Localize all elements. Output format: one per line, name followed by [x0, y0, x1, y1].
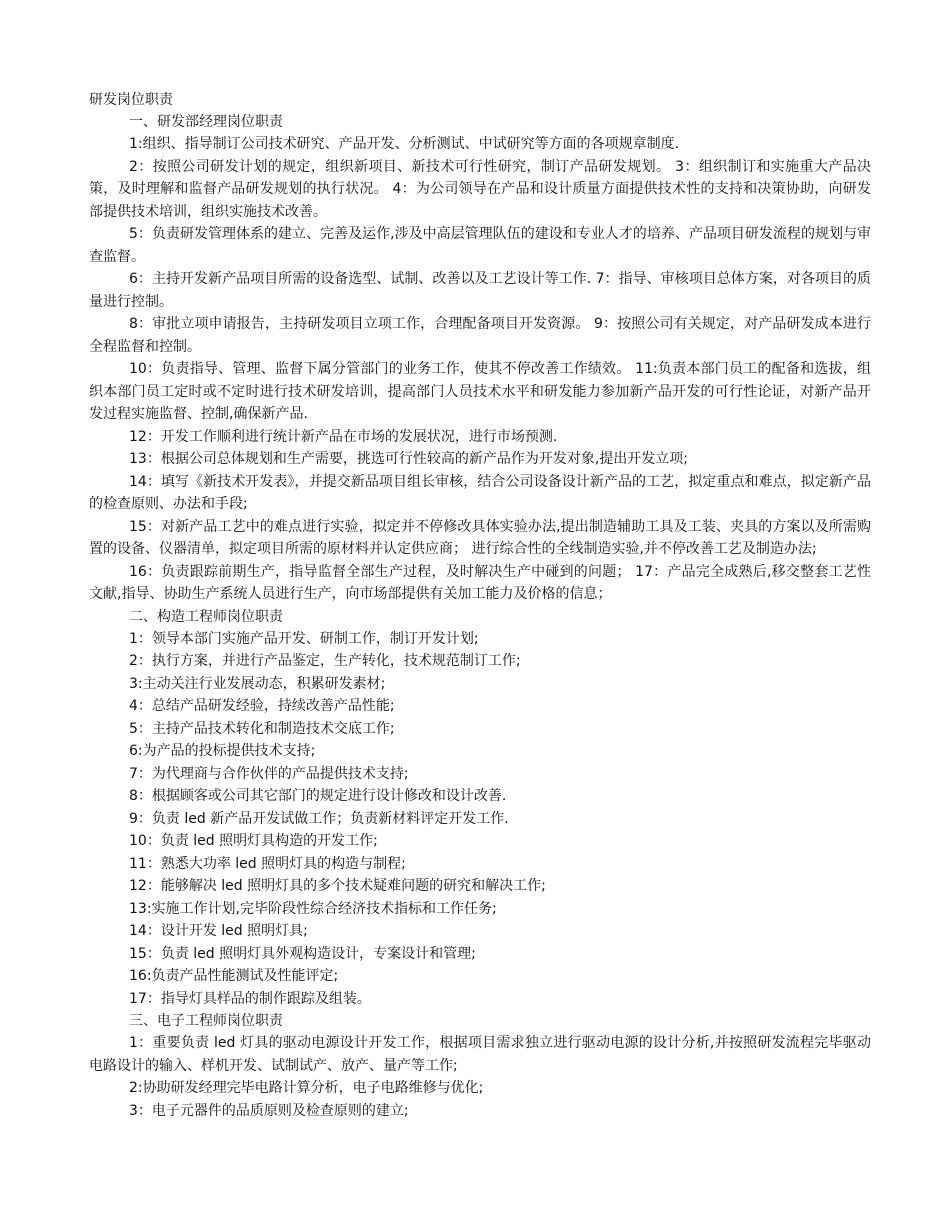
list-item: 10：负责 led 照明灯具构造的开发工作; — [129, 833, 378, 849]
list-item: 14：设计开发 led 照明灯具; — [129, 923, 308, 939]
list-item: 6:为产品的投标提供技术支持; — [129, 743, 316, 759]
list-item: 3：电子元器件的品质原则及检查原则的建立; — [129, 1102, 409, 1119]
list-item: 7：为代理商与合作伙伴的产品提供技术支持; — [129, 765, 409, 782]
paragraph: 15：对新产品工艺中的难点进行实验，拟定并不停修改具体实验办法,提出制造辅助工具及工装、夹具的方案以及所需购置的设备、仪器清单，拟定项目所需的原材料并认定供应商； 进行综合性的全线制造实验,并不停改善工艺及制造办法; — [89, 518, 871, 557]
list-item: 5：主持产品技术转化和制造技术交底工作; — [129, 720, 395, 737]
list-item: 16:负责产品性能测试及性能评定; — [129, 968, 339, 984]
list-item: 12：能够解决 led 照明灯具的多个技术疑难问题的研究和解决工作; — [129, 878, 546, 894]
document-body — [89, 89, 871, 1122]
paragraph: 13：根据公司总体规划和生产需要，挑选可行性较高的新产品作为开发对象,提出开发立项; — [129, 451, 688, 467]
list-item: 13:实施工作计划,完毕阶段性综合经济技术指标和工作任务; — [129, 900, 497, 917]
section-heading-manager: 一、研发部经理岗位职责 — [129, 114, 283, 130]
list-item: 11：熟悉大功率 led 照明灯具的构造与制程; — [129, 855, 406, 872]
list-item: 4：总结产品研发经验，持续改善产品性能; — [129, 698, 395, 714]
paragraph: 5：负责研发管理体系的建立、完善及运作,涉及中高层管理队伍的建设和专业人才的培养、产品项目研发流程的规划与审查监督。 — [89, 226, 871, 265]
paragraph: 8：审批立项申请报告，主持研发项目立项工作，合理配备项目开发资源。 9：按照公司有关规定，对产品研发成本进行全程监督和控制。 — [89, 316, 871, 355]
paragraph: 10：负责指导、管理、监督下属分管部门的业务工作，使其不停改善工作绩效。 11:负责本部门员工的配备和选拔，组织本部门员工定时或不定时进行技术研发培训，提高部门人员技术水平和研发能力参加新产品开发的可行性论证，对新产品开发过程实施监督、控制,确保新产品. — [89, 361, 871, 422]
list-item: 8：根据顾客或公司其它部门的规定进行设计修改和设计改善. — [129, 788, 507, 804]
document-title: 研发岗位职责 — [89, 92, 173, 108]
paragraph: 6：主持开发新产品项目所需的设备选型、试制、改善以及工艺设计等工作. 7：指导、审核项目总体方案，对各项目的质量进行控制。 — [89, 271, 871, 310]
list-item: 2：执行方案，并进行产品鉴定，生产转化，技术规范制订工作; — [129, 653, 521, 669]
list-item: 2:协助研发经理完毕电路计算分析，电子电路维修与优化; — [129, 1080, 484, 1096]
section-heading-electronics-engineer: 三、电子工程师岗位职责 — [129, 1013, 283, 1029]
list-item: 15：负责 led 照明灯具外观构造设计，专案设计和管理; — [129, 945, 476, 962]
paragraph: 12：开发工作顺利进行统计新产品在市场的发展状况，进行市场预测. — [129, 428, 558, 445]
paragraph: 1：重要负责 led 灯具的驱动电源设计开发工作，根据项目需求独立进行驱动电源的设计分析,并按照研发流程完毕驱动电路设计的输入、样机开发、试制试产、放产、量产等工作; — [89, 1035, 871, 1074]
list-item: 1：领导本部门实施产品开发、研制工作，制订开发计划; — [129, 630, 479, 647]
paragraph: 1:组织、指导制订公司技术研究、产品开发、分析测试、中试研究等方面的各项规章制度. — [129, 136, 680, 152]
paragraph: 16：负责跟踪前期生产，指导监督全部生产过程，及时解决生产中碰到的问题； 17：产品完全成熟后,移交整套工艺性文献,指导、协助生产系统人员进行生产，向市场部提供有关加工能力及价格的信息； — [89, 563, 871, 602]
list-item: 17：指导灯具样品的制作跟踪及组装。 — [129, 990, 371, 1007]
paragraph: 14：填写《新技术开发表》，并提交新品项目组长审核，结合公司设备设计新产品的工艺，拟定重点和难点，拟定新产品的检查原则、办法和手段; — [89, 473, 871, 512]
paragraph: 2：按照公司研发计划的规定，组织新项目、新技术可行性研究，制订产品研发规划。 3：组织制订和实施重大产品决策，及时理解和监督产品研发规划的执行状况。 4：为公司领导在产品和设计质量方面提供技术性的支持和决策协助，向研发部提供技术培训，组织实施技术改善。 — [89, 158, 871, 220]
section-heading-structural-engineer: 二、构造工程师岗位职责 — [129, 608, 283, 625]
list-item: 3:主动关注行业发展动态，积累研发素材; — [129, 675, 386, 692]
list-item: 9：负责 led 新产品开发试做工作；负责新材料评定开发工作. — [129, 810, 509, 827]
